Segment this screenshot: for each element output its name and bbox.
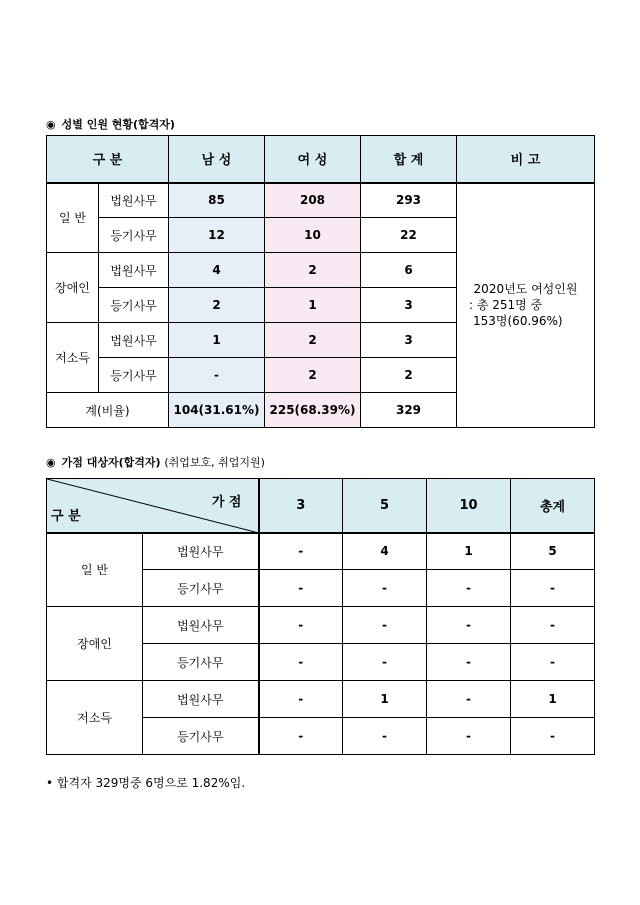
row-type: 법원사무 [143,681,259,718]
cell-value: - [511,607,595,644]
header-diagonal-cell [47,479,259,533]
header-category-label: 구 분 [51,508,81,524]
remark-line: : 총 251명 중 [469,298,543,313]
cell-total: 22 [361,218,457,253]
cell-value: - [259,681,343,718]
header-col-5: 5 [343,479,427,533]
group-name: 저소득 [47,323,99,393]
group-name: 장애인 [47,607,143,681]
cell-value: - [427,570,511,607]
cell-value: - [343,570,427,607]
row-type: 등기사무 [99,288,169,323]
cell-value: 1 [511,681,595,718]
section2-title [46,454,265,470]
row-type: 등기사무 [99,218,169,253]
cell-male: 85 [169,183,265,218]
cell-female: 2 [265,358,361,393]
cell-value: - [259,533,343,570]
row-type: 법원사무 [143,533,259,570]
cell-female: 2 [265,253,361,288]
total-label: 계(비율) [47,393,169,428]
row-type: 등기사무 [99,358,169,393]
cell-total: 3 [361,323,457,358]
cell-male: 4 [169,253,265,288]
header-male: 남 성 [169,136,265,183]
cell-value: - [427,681,511,718]
remark-line: 2020년도 여성인원 [473,282,578,297]
header-col-3: 3 [259,479,343,533]
cell-value: - [427,718,511,755]
section2-bullet: ◉ [46,456,56,469]
cell-value: - [343,607,427,644]
header-bonus-label: 가 점 [211,495,242,510]
row-type: 등기사무 [143,570,259,607]
header-category: 구 분 [47,136,169,183]
cell-value: - [259,570,343,607]
cell-value: - [511,718,595,755]
cell-value: 1 [343,681,427,718]
total-total: 329 [361,393,457,428]
cell-value: 4 [343,533,427,570]
group-name: 일 반 [47,183,99,253]
row-type: 법원사무 [99,183,169,218]
row-type: 법원사무 [99,253,169,288]
section2-subtitle: (취업보호, 취업지원) [164,456,265,469]
cell-total: 293 [361,183,457,218]
cell-male: - [169,358,265,393]
section1-title-text: 성별 인원 현황(합격자) [61,118,175,131]
header-female: 여 성 [265,136,361,183]
cell-value: - [511,570,595,607]
total-male: 104(31.61%) [169,393,265,428]
remark-cell [457,183,595,428]
row-type: 등기사무 [143,644,259,681]
cell-value: - [259,644,343,681]
cell-male: 2 [169,288,265,323]
cell-total: 2 [361,358,457,393]
cell-value: - [343,718,427,755]
remark-line: 153명(60.96%) [473,314,563,329]
cell-male: 1 [169,323,265,358]
group-name: 저소득 [47,681,143,755]
group-name: 장애인 [47,253,99,323]
cell-female: 10 [265,218,361,253]
row-type: 등기사무 [143,718,259,755]
cell-female: 2 [265,323,361,358]
header-col-total: 총계 [511,479,595,533]
section1-title [46,116,175,132]
header-remark: 비 고 [457,136,595,183]
total-female: 225(68.39%) [265,393,361,428]
cell-female: 208 [265,183,361,218]
cell-value: - [259,607,343,644]
row-type: 법원사무 [143,607,259,644]
footnote: • 합격자 329명중 6명으로 1.82%임. [46,776,246,790]
header-total: 합 계 [361,136,457,183]
cell-value: 5 [511,533,595,570]
header-col-10: 10 [427,479,511,533]
cell-value: - [427,607,511,644]
cell-value: - [343,644,427,681]
cell-total: 6 [361,253,457,288]
group-name: 일 반 [47,533,143,607]
section1-bullet: ◉ [46,118,56,131]
bonus-table [46,478,595,755]
cell-value: - [259,718,343,755]
cell-value: 1 [427,533,511,570]
cell-total: 3 [361,288,457,323]
cell-value: - [427,644,511,681]
gender-table [46,135,595,428]
cell-female: 1 [265,288,361,323]
row-type: 법원사무 [99,323,169,358]
cell-male: 12 [169,218,265,253]
cell-value: - [511,644,595,681]
section2-title-text: 가점 대상자(합격자) [61,456,161,469]
